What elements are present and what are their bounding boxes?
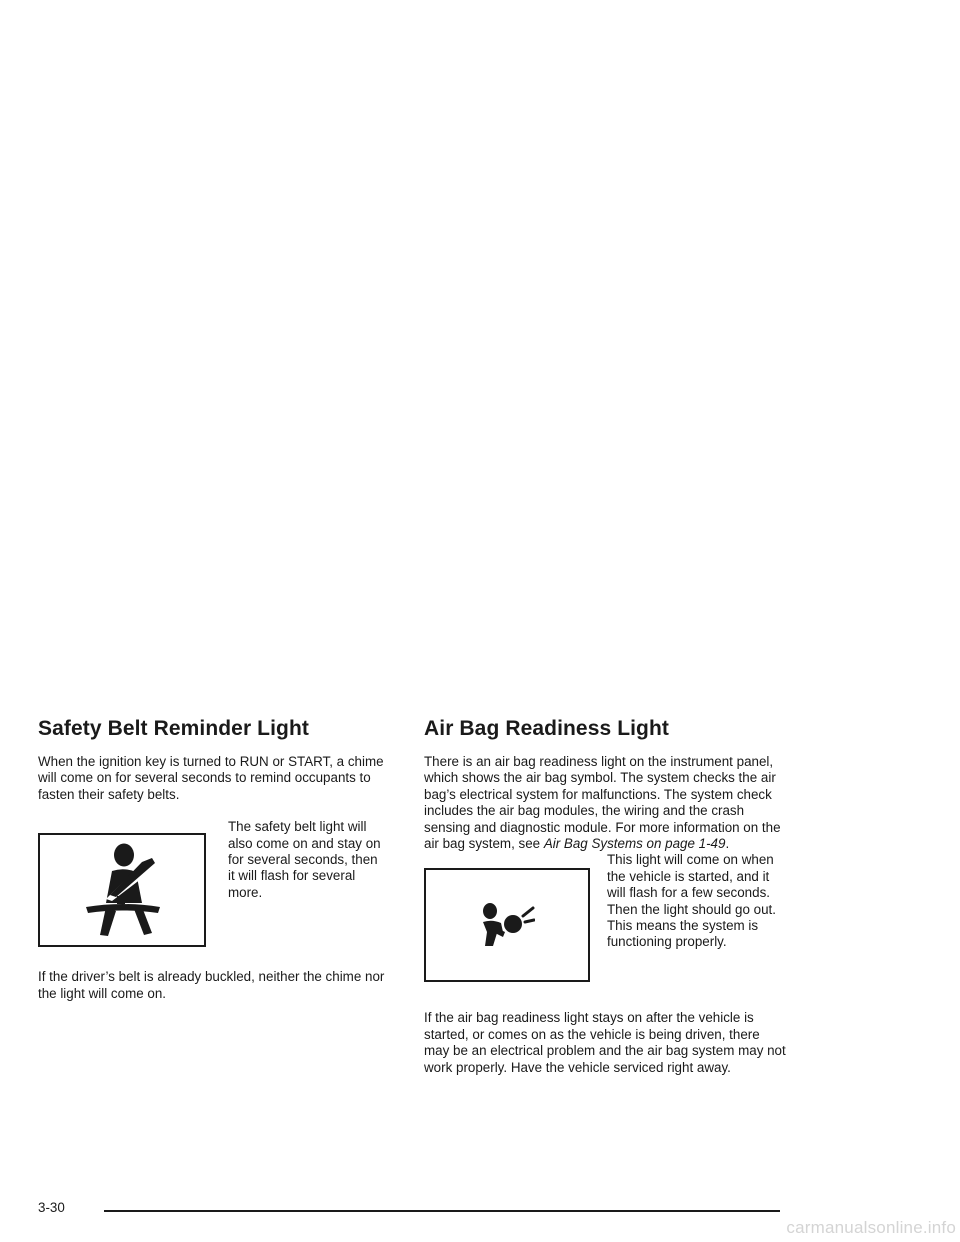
- air-bag-heading: Air Bag Readiness Light: [424, 717, 670, 740]
- safety-belt-heading: Safety Belt Reminder Light: [38, 717, 309, 740]
- air-bag-intro-end: .: [725, 836, 730, 852]
- air-bag-icon-frame: [424, 868, 590, 982]
- air-bag-intro-text: There is an air bag readiness light on the instrument panel, which shows the air bag symbol. The system checks the air bag’s electrical system for malfunctions. The system check includes the air bag modules, the wiring and the crash sensing and diagnostic module. For more information on the air bag system, see: [424, 754, 781, 852]
- safety-belt-note: If the driver’s belt is already buckled, neither the chime nor the light will come on.: [38, 969, 385, 1001]
- air-bag-figure-row: [424, 852, 786, 982]
- safety-belt-section: [38, 716, 388, 1002]
- airbag-icon: [479, 902, 535, 948]
- safety-belt-intro: When the ignition key is turned to RUN or START, a chime will come on for several seconds to remind occupants to fasten their safety belts.: [38, 754, 384, 802]
- page-number: 3-30: [38, 1200, 65, 1215]
- footer-rule: [104, 1210, 780, 1212]
- air-bag-section: [424, 716, 786, 1076]
- air-bag-intro: [424, 754, 786, 852]
- safety-belt-beside-text: The safety belt light will also come on and stay on for several seconds, then it will flash for several more.: [228, 819, 381, 900]
- watermark: carmanualsonline.info: [786, 1218, 956, 1237]
- air-bag-systems-reference: Air Bag Systems on page 1-49: [543, 836, 726, 852]
- air-bag-beside-text: This light will come on when the vehicle is started, and it will flash for a few seconds. Then the light should go out. This means the system is functioning properly.: [607, 852, 776, 950]
- seatbelt-icon: [72, 841, 172, 939]
- air-bag-note: If the air bag readiness light stays on after the vehicle is started, or comes on as the vehicle is being driven, there may be an electrical problem and the air bag system may not work properly. Have the vehicle serviced right away.: [424, 1010, 786, 1075]
- safety-belt-figure-row: [38, 819, 388, 947]
- safety-belt-icon-frame: [38, 833, 206, 947]
